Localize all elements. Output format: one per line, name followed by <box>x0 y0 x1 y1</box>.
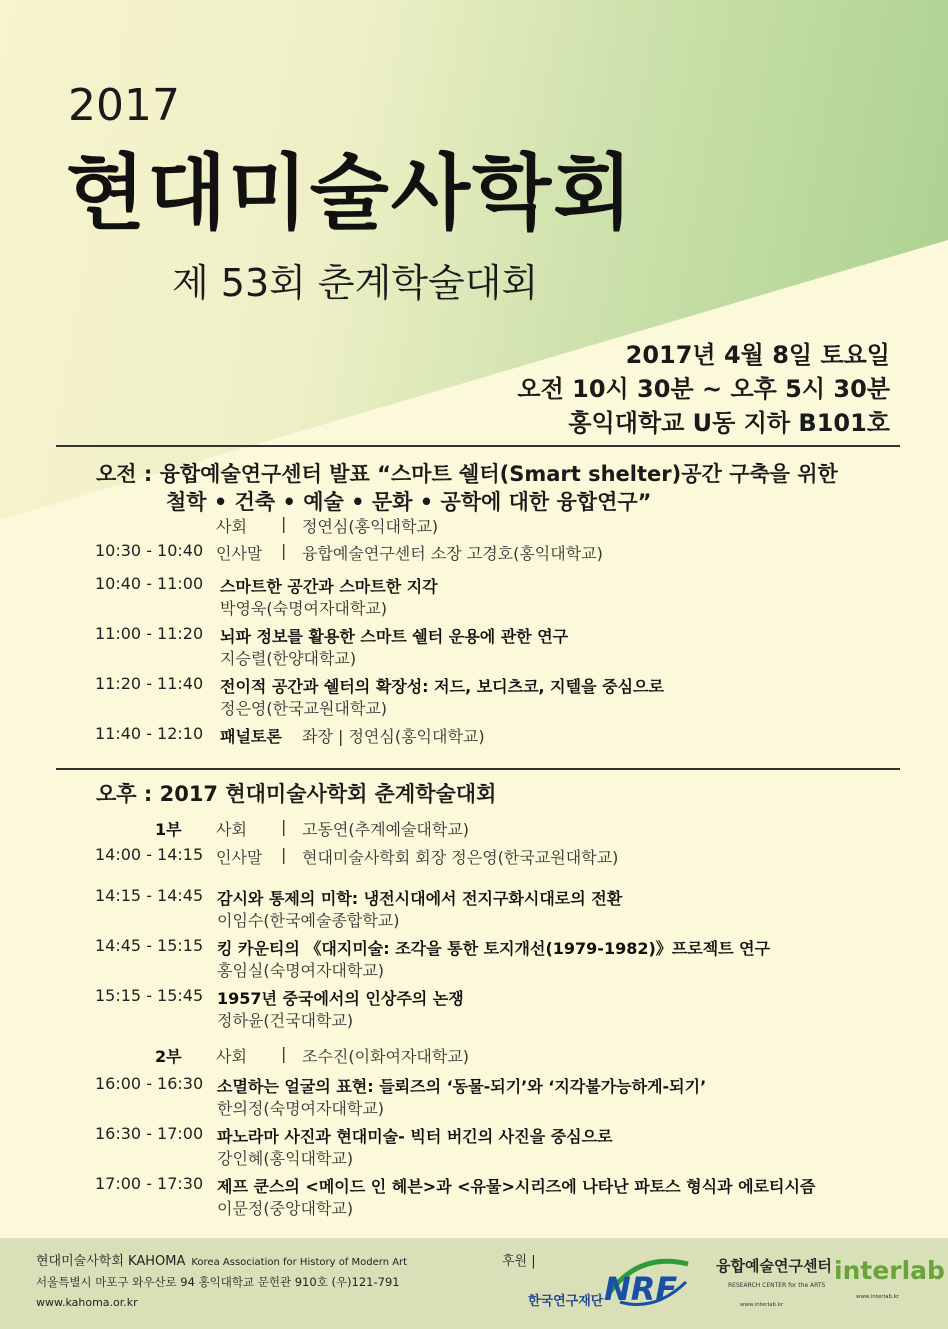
session-time: 17:00 - 17:30 <box>95 1174 204 1193</box>
session-time: 10:30 - 10:40 <box>95 541 204 560</box>
nrf-logo: NRF <box>604 1270 678 1308</box>
morning-heading-line2: 철학 • 건축 • 예술 • 문화 • 공학에 대한 융합연구” <box>166 490 652 514</box>
moderator-name: 정연심(홍익대학교) <box>302 517 439 536</box>
talk-presenter: 정하윤(건국대학교) <box>217 1011 354 1030</box>
talk-title: 스마트한 공간과 스마트한 지각 <box>220 577 438 596</box>
part-label: 2부 <box>155 1047 182 1066</box>
footer-org <box>36 1250 407 1269</box>
moderator-label: 사회 <box>216 517 247 536</box>
talk-title: 감시와 통제의 미학: 냉전시대에서 전지구화시대로의 전환 <box>217 889 623 908</box>
nrf-korean-name: 한국연구재단 <box>528 1294 604 1309</box>
footer-org-english: Korea Association for History of Modern Art <box>191 1257 408 1268</box>
moderator-label: 사회 <box>216 1047 247 1066</box>
moderator-label: 사회 <box>216 820 247 839</box>
session-time: 11:00 - 11:20 <box>95 624 204 643</box>
separator: | <box>281 541 287 560</box>
session-time: 16:30 - 17:00 <box>95 1124 204 1143</box>
event-info <box>517 338 890 440</box>
session-time: 10:40 - 11:00 <box>95 574 204 593</box>
session-time: 11:40 - 12:10 <box>95 724 204 743</box>
research-center-url: www.interlab.kr <box>740 1302 784 1308</box>
afternoon-heading: 오후 : 2017 현대미술사학회 춘계학술대회 <box>96 782 497 806</box>
talk-presenter: 지승렬(한양대학교) <box>220 649 357 668</box>
talk-presenter: 이문정(중앙대학교) <box>217 1199 354 1218</box>
panel-chair: 좌장 | 정연심(홍익대학교) <box>302 727 485 746</box>
greeting-speaker: 융합예술연구센터 소장 고경호(홍익대학교) <box>302 544 603 563</box>
session-time: 11:20 - 11:40 <box>95 674 204 693</box>
org-title: 현대미술사학회 <box>66 146 635 241</box>
talk-title: 1957년 중국에서의 인상주의 논쟁 <box>217 989 464 1008</box>
event-venue: 홍익대학교 U동 지하 B101호 <box>568 409 890 437</box>
talk-title: 전이적 공간과 쉘터의 확장성: 저드, 보디츠코, 지텔을 중심으로 <box>220 677 664 696</box>
separator: | <box>281 1044 287 1063</box>
greeting-label: 인사말 <box>216 544 263 563</box>
session-time: 14:15 - 14:45 <box>95 886 204 905</box>
morning-heading: 오전 : 융합예술연구센터 발표 “스마트 쉘터(Smart shelter)공간 구축을 위한 <box>96 462 838 486</box>
event-date: 2017년 4월 8일 토요일 <box>625 341 890 369</box>
divider-middle <box>56 768 900 770</box>
panel-title: 패널토론 <box>220 727 282 746</box>
talk-title: 킹 카운티의 《대지미술: 조각을 통한 토지개선(1979-1982)》프로젝트 연구 <box>217 939 771 958</box>
talk-title: 파노라마 사진과 현대미술- 빅터 버긴의 사진을 중심으로 <box>217 1127 613 1146</box>
talk-presenter: 홍임실(숙명여자대학교) <box>217 961 385 980</box>
divider-top <box>56 445 900 447</box>
event-subtitle: 제 53회 춘계학술대회 <box>172 261 539 305</box>
moderator-name: 고동연(추계예술대학교) <box>302 820 470 839</box>
interlab-logo: interlab <box>834 1256 945 1285</box>
greeting-label: 인사말 <box>216 848 263 867</box>
talk-title: 제프 쿤스의 <메이드 인 헤븐>과 <유물>시리즈에 나타난 파토스 형식과 에로티시즘 <box>217 1177 816 1196</box>
session-time: 15:15 - 15:45 <box>95 986 204 1005</box>
footer-address: 서울특별시 마포구 와우산로 94 홍익대학교 문헌관 910호 (우)121-791 <box>36 1275 400 1289</box>
greeting-speaker: 현대미술사학회 회장 정은영(한국교원대학교) <box>302 848 619 867</box>
separator: | <box>281 817 287 836</box>
moderator-name: 조수진(이화여자대학교) <box>302 1047 470 1066</box>
talk-title: 소멸하는 얼굴의 표현: 들뢰즈의 ‘동물-되기’와 ‘지각불가능하게-되기’ <box>217 1077 707 1096</box>
part-label: 1부 <box>155 820 182 839</box>
session-time: 14:00 - 14:15 <box>95 845 204 864</box>
event-year: 2017 <box>68 80 180 131</box>
talk-presenter: 이임수(한국예술종합학교) <box>217 911 400 930</box>
event-time: 오전 10시 30분 ~ 오후 5시 30분 <box>517 375 890 403</box>
interlab-url: www.interlab.kr <box>856 1294 900 1300</box>
session-time: 14:45 - 15:15 <box>95 936 204 955</box>
sponsor-label: 후원 | <box>502 1254 536 1269</box>
separator: | <box>281 514 287 533</box>
talk-presenter: 박영욱(숙명여자대학교) <box>220 599 388 618</box>
research-center-english: RESEARCH CENTER for the ARTS <box>728 1282 826 1289</box>
research-center-logo: 융합예술연구센터 <box>716 1257 832 1275</box>
footer-website[interactable]: www.kahoma.or.kr <box>36 1296 138 1309</box>
talk-presenter: 강인혜(홍익대학교) <box>217 1149 354 1168</box>
session-time: 16:00 - 16:30 <box>95 1074 204 1093</box>
talk-presenter: 한의정(숙명여자대학교) <box>217 1099 385 1118</box>
talk-presenter: 정은영(한국교원대학교) <box>220 699 388 718</box>
talk-title: 뇌파 정보를 활용한 스마트 쉘터 운용에 관한 연구 <box>220 627 569 646</box>
footer-org-name: 현대미술사학회 KAHOMA <box>36 1254 186 1269</box>
separator: | <box>281 845 287 864</box>
